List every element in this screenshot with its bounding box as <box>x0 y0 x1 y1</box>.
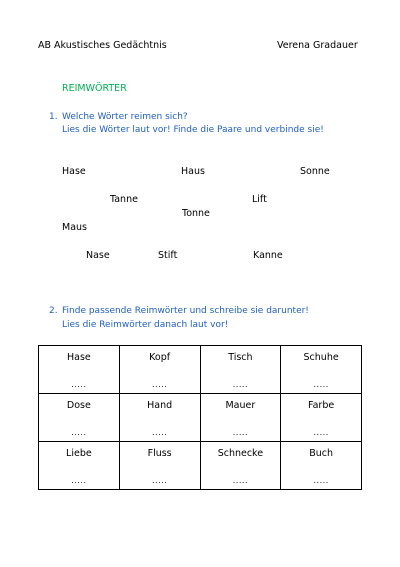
rhyme-word: Tanne <box>110 194 138 205</box>
table-cell[interactable] <box>119 394 200 442</box>
rhyme-word: Haus <box>181 166 205 177</box>
answer-placeholder: ..... <box>71 476 87 485</box>
table-cell[interactable] <box>119 442 200 490</box>
answer-placeholder: ..... <box>152 380 168 389</box>
rhyme-word: Maus <box>62 222 87 233</box>
cell-word: Tisch <box>228 352 253 363</box>
answer-placeholder: ..... <box>313 476 329 485</box>
task1-instruction-1: Welche Wörter reimen sich? <box>62 112 188 122</box>
table-cell[interactable] <box>119 346 200 394</box>
cell-word: Hand <box>147 400 173 411</box>
answer-placeholder: ..... <box>71 428 87 437</box>
task2-instruction-2: Lies die Reimwörter danach laut vor! <box>62 320 229 330</box>
cell-word: Dose <box>66 400 91 411</box>
rhyme-word: Tonne <box>182 208 210 219</box>
section-heading: REIMWÖRTER <box>62 83 127 94</box>
rhyme-word: Hase <box>62 166 86 177</box>
answer-placeholder: ..... <box>313 380 329 389</box>
task2-number: 2. <box>49 306 58 316</box>
rhyme-word: Nase <box>86 250 110 261</box>
table-cell[interactable] <box>200 394 281 442</box>
cell-word: Farbe <box>308 400 335 411</box>
answer-placeholder: ..... <box>152 476 168 485</box>
table-row <box>39 346 362 394</box>
answer-placeholder: ..... <box>152 428 168 437</box>
table-cell[interactable] <box>39 442 120 490</box>
rhyme-word: Sonne <box>300 166 330 177</box>
table-cell[interactable] <box>281 394 362 442</box>
table-row <box>39 442 362 490</box>
answer-placeholder: ..... <box>71 380 87 389</box>
table-cell[interactable] <box>281 442 362 490</box>
task1-number: 1. <box>49 112 58 122</box>
table-cell[interactable] <box>281 346 362 394</box>
task1-instruction-2: Lies die Wörter laut vor! Finde die Paare und verbinde sie! <box>62 125 324 135</box>
table-cell[interactable] <box>200 442 281 490</box>
worksheet-title: AB Akustisches Gedächtnis <box>38 40 167 51</box>
cell-word: Mauer <box>225 400 256 411</box>
rhyme-word: Kanne <box>253 250 283 261</box>
rhyme-word: Stift <box>158 250 178 261</box>
cell-word: Kopf <box>149 352 171 363</box>
author-name: Verena Gradauer <box>277 40 358 51</box>
answer-placeholder: ..... <box>313 428 329 437</box>
answer-placeholder: ..... <box>232 476 248 485</box>
task2-instruction-1: Finde passende Reimwörter und schreibe sie darunter! <box>62 306 309 316</box>
answer-placeholder: ..... <box>232 380 248 389</box>
rhyme-table <box>38 345 362 490</box>
cell-word: Buch <box>309 448 334 459</box>
cell-word: Hase <box>66 352 91 363</box>
cell-word: Schuhe <box>303 352 339 363</box>
answer-placeholder: ..... <box>232 428 248 437</box>
cell-word: Fluss <box>147 448 172 459</box>
cell-word: Liebe <box>66 448 92 459</box>
cell-word: Schnecke <box>217 448 264 459</box>
table-cell[interactable] <box>200 346 281 394</box>
table-row <box>39 394 362 442</box>
rhyme-word: Lift <box>252 194 267 205</box>
table-cell[interactable] <box>39 346 120 394</box>
table-cell[interactable] <box>39 394 120 442</box>
